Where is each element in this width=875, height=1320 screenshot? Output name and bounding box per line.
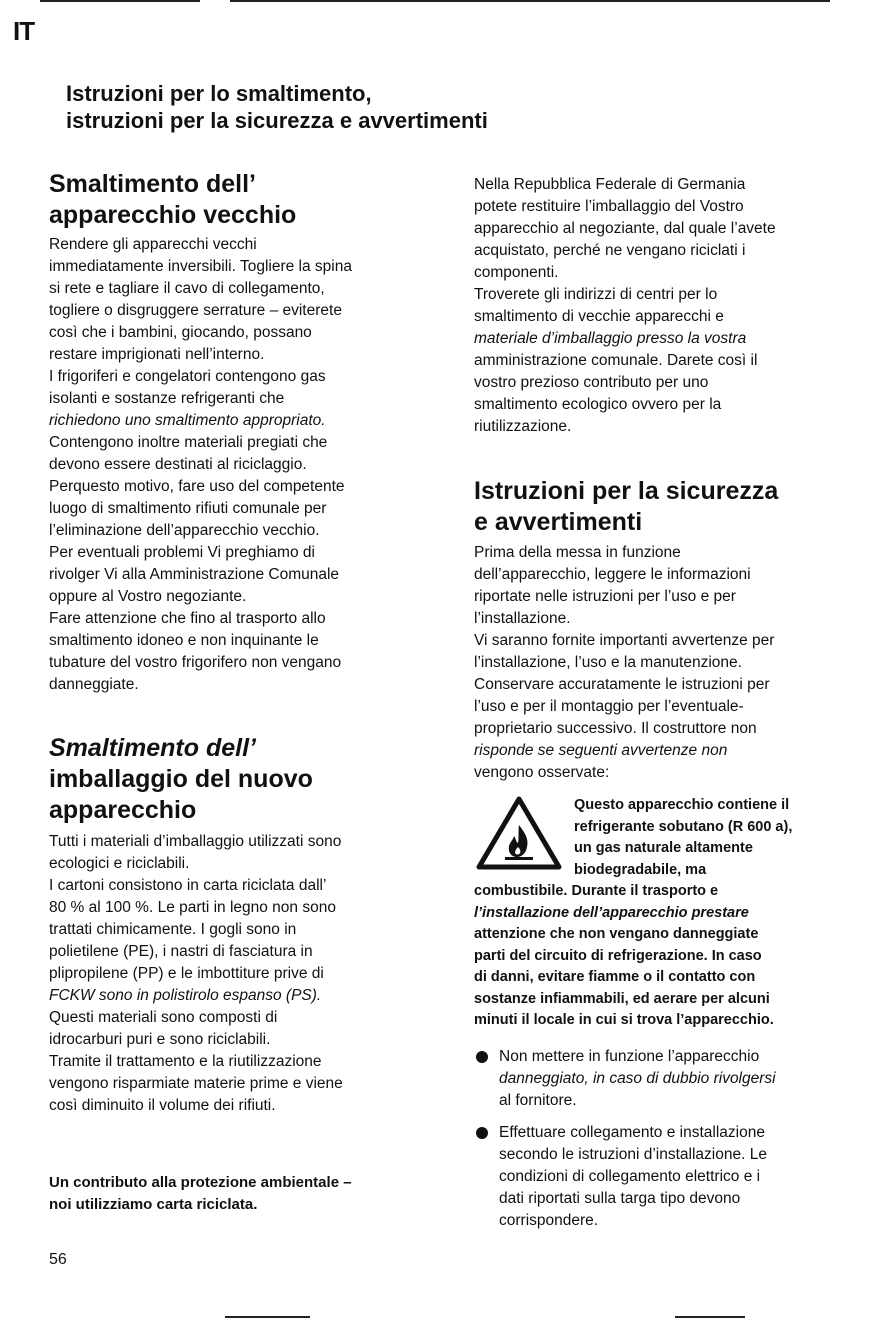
- warning-line: parti del circuito di refrigerazione. In caso: [474, 947, 762, 964]
- bullet-text: [499, 1046, 776, 1112]
- text-line: Rendere gli apparecchi vecchi: [49, 236, 257, 253]
- edge-rule: [230, 0, 830, 2]
- text-line: plipropilene (PP) e le imbottiture prive di: [49, 965, 324, 982]
- eco-note: [49, 1172, 424, 1216]
- text-line: riutilizzazione.: [474, 418, 572, 435]
- text-line: vengono risparmiate materie prime e viene: [49, 1075, 343, 1092]
- page-title-line: Istruzioni per lo smaltimento,: [66, 81, 372, 106]
- text-line: Nella Repubblica Federale di Germania: [474, 176, 746, 193]
- text-line: smaltimento idoneo e non inquinante le: [49, 632, 319, 649]
- warning-line: attenzione che non vengano danneggiate: [474, 926, 759, 942]
- text-line: componenti.: [474, 264, 559, 281]
- text-line: Non mettere in funzione l’apparecchio: [499, 1048, 760, 1065]
- text-line: si rete e tagliare il cavo di collegamento,: [49, 280, 325, 297]
- safety-intro-text: [474, 542, 854, 784]
- text-line: acquistato, perché ne vengano riciclati i: [474, 242, 746, 259]
- text-line: Effettuare collegamento e installazione: [499, 1124, 765, 1141]
- text-line: FCKW sono in polistirolo espanso (PS).: [49, 987, 322, 1004]
- section-heading-safety: [474, 476, 854, 538]
- heading-line: Smaltimento dell’: [49, 170, 256, 198]
- heading-line: Smaltimento dell’: [49, 734, 256, 762]
- text-line: secondo le istruzioni d’installazione. Le: [499, 1146, 767, 1163]
- section-heading-packaging: [49, 733, 424, 826]
- text-line: risponde se seguenti avvertenze non: [474, 742, 728, 759]
- bullet-dot-icon: [476, 1051, 488, 1063]
- text-line: l’installazione, l’uso e la manutenzione.: [474, 654, 742, 671]
- text-line: dati riportati sulla targa tipo devono: [499, 1190, 741, 1207]
- text-line: corrispondere.: [499, 1212, 599, 1229]
- text-line: al fornitore.: [499, 1092, 577, 1109]
- text-line: Contengono inoltre materiali pregiati che: [49, 434, 328, 451]
- text-line: tubature del vostro frigorifero non vengano: [49, 654, 342, 671]
- edge-rule: [40, 0, 200, 2]
- text-line: devono essere destinati al riciclaggio.: [49, 456, 307, 473]
- text-line: dell’apparecchio, leggere le informazioni: [474, 566, 751, 583]
- page-title: [66, 80, 626, 134]
- text-line: immediatamente inversibili. Togliere la spina: [49, 258, 352, 275]
- text-line: isolanti e sostanze refrigeranti che: [49, 390, 285, 407]
- text-line: 80 % al 100 %. Le parti in legno non sono: [49, 899, 336, 916]
- text-line: l’installazione.: [474, 610, 571, 627]
- bullet-dot-icon: [476, 1127, 488, 1139]
- text-line: ecologici e riciclabili.: [49, 855, 190, 872]
- warning-line: un gas naturale altamente: [574, 840, 753, 856]
- text-line: trattati chimicamente. I gogli sono in: [49, 921, 297, 938]
- edge-rule: [225, 1316, 310, 1318]
- text-line: l’uso e per il montaggio per l’eventuale-: [474, 698, 744, 715]
- text-line: potete restituire l’imballaggio del Vostro: [474, 198, 744, 215]
- text-line: I cartoni consistono in carta riciclata dall’: [49, 877, 327, 894]
- text-line: smaltimento ecologico ovvero per la: [474, 396, 722, 413]
- bullet-text: [499, 1122, 767, 1232]
- text-line: vengono osservate:: [474, 764, 610, 781]
- packaging-return-text: [474, 174, 854, 438]
- warning-line: di danni, evitare fiamme o il contatto con: [474, 969, 756, 985]
- text-line: Prima della messa in funzione: [474, 544, 681, 561]
- text-line: danneggiato, in caso di dubbio rivolgersi: [499, 1070, 776, 1087]
- warning-line: l’installazione dell’apparecchio prestare: [474, 904, 749, 921]
- text-line: restare imprigionati nell’interno.: [49, 346, 265, 363]
- text-line: Conservare accuratamente le istruzioni per: [474, 676, 770, 693]
- text-line: materiale d’imballaggio presso la vostra: [474, 330, 747, 347]
- text-line: Per eventuali problemi Vi preghiamo di: [49, 544, 315, 561]
- text-line: apparecchio al negoziante, dal quale l’avete: [474, 220, 776, 237]
- heading-line: imballaggio del nuovo: [49, 765, 313, 793]
- text-line: idrocarburi puri e sono riciclabili.: [49, 1031, 271, 1048]
- language-code: IT: [13, 16, 35, 46]
- heading-line: apparecchio vecchio: [49, 201, 297, 229]
- warning-line: sostanze infiammabili, ed aerare per alcuni: [474, 990, 770, 1007]
- section-heading-old-appliance: [49, 169, 424, 231]
- edge-rule: [675, 1316, 745, 1318]
- text-line: rivolger Vi alla Amministrazione Comunale: [49, 566, 340, 583]
- text-line: l’eliminazione dell’apparecchio vecchio.: [49, 522, 320, 539]
- heading-line: e avvertimenti: [474, 508, 643, 536]
- text-line: smaltimento di vecchie apparecchi e: [474, 308, 724, 325]
- text-line: condizioni di collegamento elettrico e i: [499, 1168, 761, 1185]
- text-line: togliere o disgruggere serrature – eviterete: [49, 302, 342, 319]
- text-line: amministrazione comunale. Darete così il: [474, 352, 758, 369]
- eco-note-line: noi utilizziamo carta riciclata.: [49, 1196, 258, 1213]
- text-line: così diminuito il volume dei rifiuti.: [49, 1097, 276, 1114]
- text-line: Troverete gli indirizzi di centri per lo: [474, 286, 718, 303]
- heading-line: Istruzioni per la sicurezza: [474, 477, 779, 505]
- text-line: Vi saranno fornite importanti avvertenze per: [474, 632, 775, 649]
- warning-text: [474, 795, 850, 1032]
- warning-line: refrigerante sobutano (R 600 a),: [574, 818, 793, 835]
- packaging-text: [49, 831, 424, 1117]
- text-line: Tramite il trattamento e la riutilizzazione: [49, 1053, 322, 1070]
- old-appliance-text: [49, 234, 424, 696]
- text-line: oppure al Vostro negoziante.: [49, 588, 247, 605]
- text-line: riportate nelle istruzioni per l’uso e per: [474, 588, 736, 605]
- text-line: così che i bambini, giocando, possano: [49, 324, 312, 341]
- page-number: 56: [49, 1251, 67, 1268]
- warning-line: Questo apparecchio contiene il: [574, 797, 790, 813]
- text-line: danneggiate.: [49, 676, 139, 693]
- warning-line: combustibile. Durante il trasporto e: [474, 883, 719, 899]
- page-title-line: istruzioni per la sicurezza e avvertimenti: [66, 108, 488, 133]
- text-line: polietilene (PE), i nastri di fasciatura in: [49, 943, 313, 960]
- text-line: proprietario successivo. Il costruttore non: [474, 720, 757, 737]
- text-line: Fare attenzione che fino al trasporto allo: [49, 610, 326, 627]
- warning-line: minuti il locale in cui si trova l’apparecchio.: [474, 1012, 774, 1028]
- text-line: I frigoriferi e congelatori contengono gas: [49, 368, 326, 385]
- text-line: Tutti i materiali d’imballaggio utilizzati sono: [49, 833, 342, 850]
- eco-note-line: Un contributo alla protezione ambientale –: [49, 1174, 352, 1191]
- text-line: Questi materiali sono composti di: [49, 1009, 278, 1026]
- text-line: luogo di smaltimento rifiuti comunale per: [49, 500, 327, 517]
- text-line: vostro prezioso contributo per uno: [474, 374, 709, 391]
- heading-line: apparecchio: [49, 796, 197, 824]
- warning-line: biodegradabile, ma: [574, 861, 707, 878]
- text-line: richiedono uno smaltimento appropriato.: [49, 412, 326, 429]
- text-line: Perquesto motivo, fare uso del competente: [49, 478, 345, 495]
